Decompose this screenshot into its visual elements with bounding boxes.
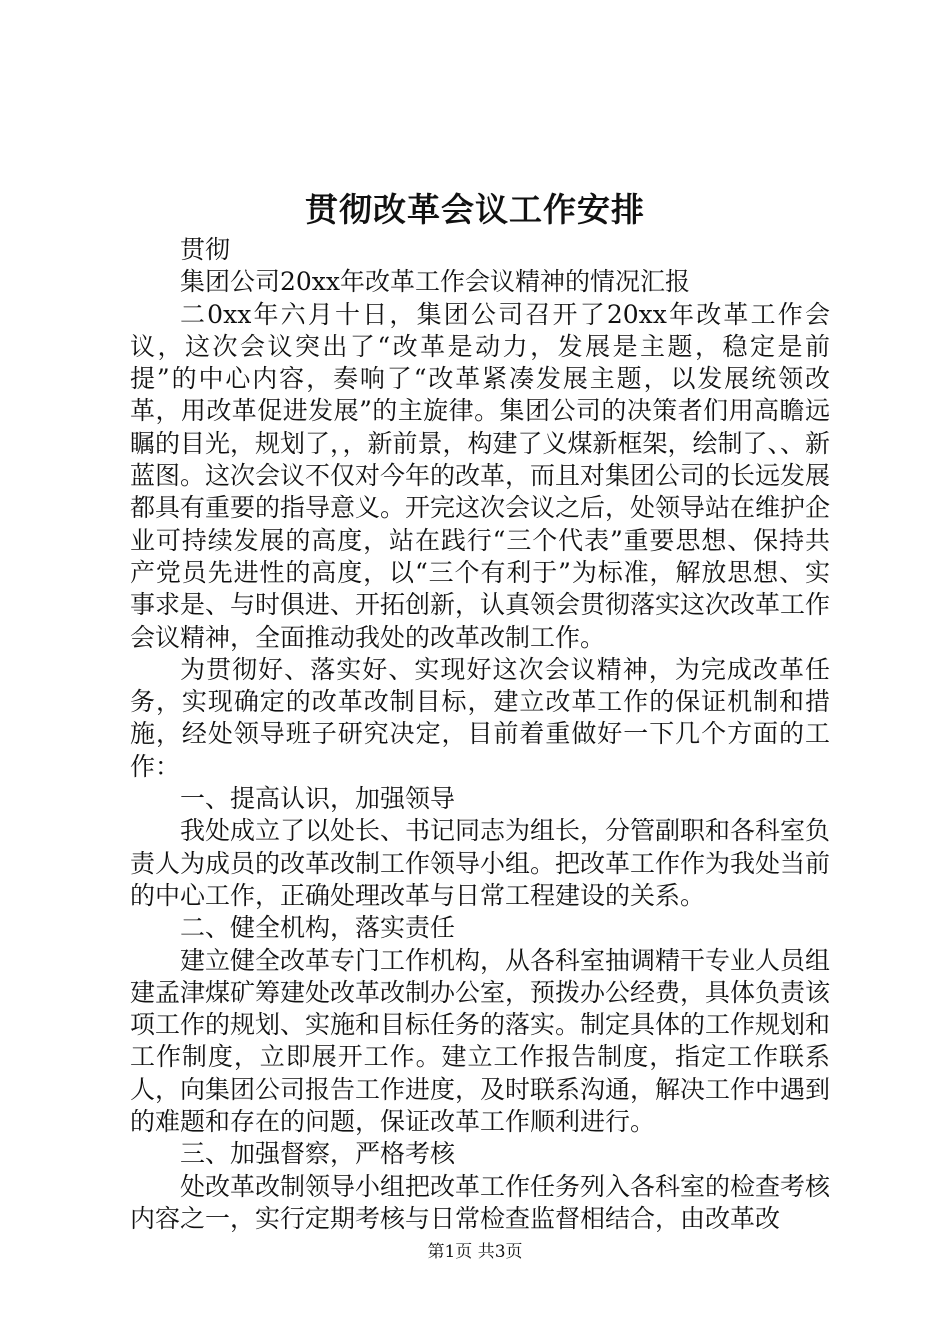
section-heading: 三、加强督察，严格考核 xyxy=(180,1139,456,1169)
section-heading: 二、健全机构，落实责任 xyxy=(180,913,456,943)
document-title: 贯彻改革会议工作安排 xyxy=(305,190,645,229)
paragraph: 处改革改制领导小组把改革工作任务列入各科室的检查考核内容之一，实行定期考核与日常检查监督相结合，由改革改 xyxy=(130,1171,831,1233)
paragraph: 贯彻 xyxy=(180,235,231,264)
section-heading: 一、提高认识，加强领导 xyxy=(180,784,456,814)
document-body xyxy=(130,234,830,1235)
paragraph: 建立健全改革专门工作机构，从各科室抽调精干专业人员组建孟津煤矿筹建处改革改制办公室，预拨办公经费，具体负责该项工作的规划、实施和目标任务的落实。制定具体的工作规划和工作制度，立即展开工作。建立工作报告制度，指定工作联系人，向集团公司报告工作进度，及时联系沟通，解决工作中遇到的难题和存在的问题，保证改革工作顺利进行。 xyxy=(130,945,831,1137)
paragraph: 为贯彻好、落实好、实现好这次会议精神，为完成改革任务，实现确定的改革改制目标，建立改革工作的保证机制和措施，经处领导班子研究决定，目前着重做好一下几个方面的工作： xyxy=(130,654,830,781)
paragraph: 我处成立了以处长、书记同志为组长，分管副职和各科室负责人为成员的改革改制工作领导小组。把改革工作作为我处当前的中心工作，正确处理改革与日常工程建设的关系。 xyxy=(130,816,831,910)
paragraph: 二0xx年六月十日，集团公司召开了20xx年改革工作会议，这次会议突出了“改革是动力，发展是主题，稳定是前提”的中心内容，奏响了“改革紧凑发展主题，以发展统领改革，用改革促进发展”的主旋律。集团公司的决策者们用高瞻远瞩的目光，规划了，，新前景，构建了义煤新框架，绘制了、、新蓝图。这次会议不仅对今年的改革，而且对集团公司的长远发展都具有重要的指导意义。开完这次会议之后，处领导站在维护企业可持续发展的高度，站在践行“三个代表”重要思想、保持共产党员先进性的高度，以“三个有利于”为标准，解放思想、实事求是、与时俱进、开拓创新，认真领会贯彻落实这次改革工作会议精神，全面推动我处的改革改制工作。 xyxy=(130,299,831,652)
page-footer: 第1页 共3页 xyxy=(427,1242,523,1262)
paragraph: 集团公司20xx年改革工作会议精神的情况汇报 xyxy=(180,267,691,297)
